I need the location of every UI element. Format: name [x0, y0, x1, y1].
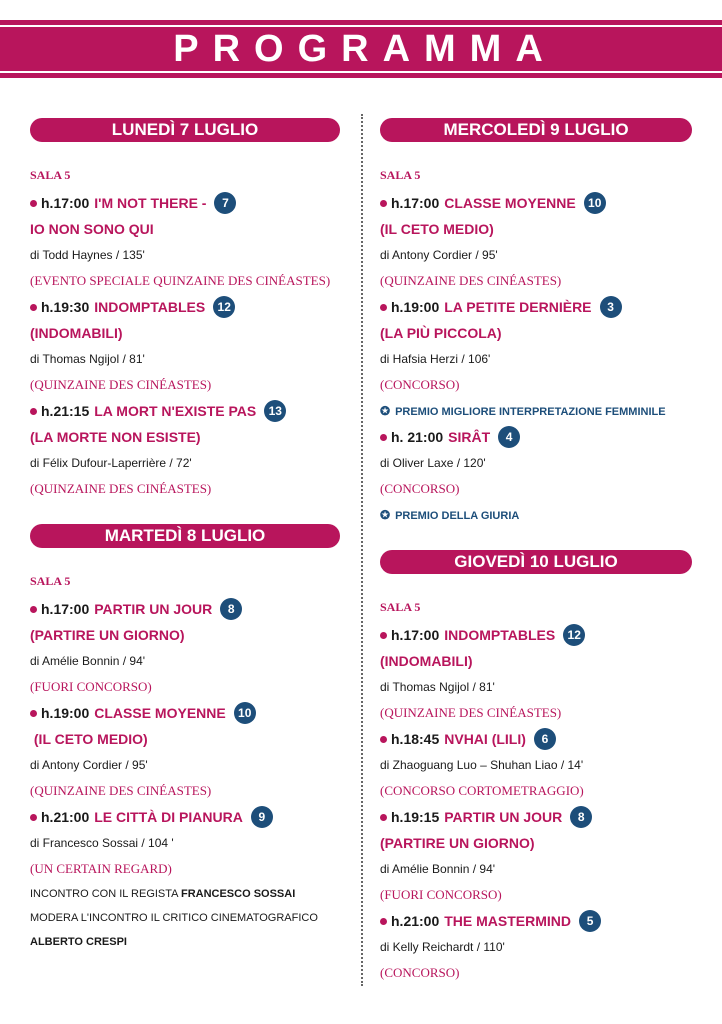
film-number-badge: 9	[251, 806, 273, 828]
bullet-dot-icon	[30, 606, 37, 613]
film-section: (CONCORSO CORTOMETRAGGIO)	[380, 783, 584, 798]
day-martedi	[30, 524, 350, 954]
film-number-badge: 8	[220, 598, 242, 620]
column-divider	[361, 114, 363, 986]
title-banner	[0, 20, 722, 78]
bullet-dot-icon	[30, 814, 37, 821]
film-director: di Amélie Bonnin / 94'	[380, 862, 496, 876]
film-section: (CONCORSO)	[380, 481, 460, 496]
film-number-badge: 3	[600, 296, 622, 318]
film-number-badge: 5	[579, 910, 601, 932]
film-section: (QUINZAINE DES CINÉASTES)	[380, 705, 562, 720]
film-time: h.19:15	[391, 809, 440, 825]
film-title: CLASSE MOYENNE	[444, 195, 576, 211]
award-line	[380, 398, 700, 424]
film-title: INDOMPTABLES	[444, 627, 556, 643]
film-row	[380, 294, 700, 320]
film-entry	[380, 294, 700, 424]
film-section: (QUINZAINE DES CINÉASTES)	[30, 481, 212, 496]
film-time: h.19:30	[41, 299, 90, 315]
film-title-translation: (PARTIRE UN GIORNO)	[30, 627, 185, 643]
star-award-icon: ✪	[380, 404, 391, 418]
note-line-3	[30, 930, 350, 954]
film-director: di Hafsia Herzi / 106'	[380, 352, 491, 366]
film-entry	[380, 804, 700, 908]
bullet-dot-icon	[380, 632, 387, 639]
bullet-dot-icon	[30, 408, 37, 415]
film-director: di Antony Cordier / 95'	[30, 758, 148, 772]
film-title-translation: (IL CETO MEDIO)	[30, 731, 148, 747]
film-number-badge: 4	[498, 426, 520, 448]
sala-label: SALA 5	[380, 168, 421, 182]
day-header: LUNEDÌ 7 LUGLIO	[30, 118, 340, 142]
event-note	[30, 882, 350, 954]
film-title: CLASSE MOYENNE	[94, 705, 226, 721]
film-title: LA PETITE DERNIÈRE	[444, 299, 592, 315]
film-title-translation: IO NON SONO QUI	[30, 221, 154, 237]
film-entry	[380, 622, 700, 726]
film-section: (CONCORSO)	[380, 965, 460, 980]
film-entry	[30, 804, 350, 882]
bullet-dot-icon	[380, 736, 387, 743]
film-row	[380, 622, 700, 648]
page-title: PROGRAMMA	[173, 28, 557, 70]
film-entry	[30, 190, 350, 294]
bullet-dot-icon	[30, 710, 37, 717]
film-director: di Francesco Sossai / 104 '	[30, 836, 174, 850]
film-row	[30, 190, 350, 216]
film-time: h.17:00	[41, 195, 90, 211]
sala-label: SALA 5	[30, 574, 71, 588]
film-number-badge: 13	[264, 400, 286, 422]
day-mercoledi	[380, 118, 700, 528]
film-number-badge: 12	[213, 296, 235, 318]
film-time: h. 21:00	[391, 429, 444, 445]
film-time: h.18:45	[391, 731, 440, 747]
film-section: (QUINZAINE DES CINÉASTES)	[380, 273, 562, 288]
film-section: (UN CERTAIN REGARD)	[30, 861, 172, 876]
film-time: h.19:00	[391, 299, 440, 315]
film-row	[30, 294, 350, 320]
film-time: h.17:00	[391, 627, 440, 643]
film-number-badge: 10	[584, 192, 606, 214]
film-title: NVHAI (LILI)	[444, 731, 526, 747]
bullet-dot-icon	[30, 200, 37, 207]
star-award-icon: ✪	[380, 508, 391, 522]
film-entry	[380, 424, 700, 528]
day-lunedi	[30, 118, 350, 502]
day-header: GIOVEDÌ 10 LUGLIO	[380, 550, 692, 574]
film-number-badge: 7	[214, 192, 236, 214]
film-row	[380, 190, 700, 216]
award-text: PREMIO DELLA GIURIA	[395, 510, 520, 522]
note-line-1	[30, 882, 350, 906]
award-line	[380, 502, 700, 528]
film-director: di Todd Haynes / 135'	[30, 248, 145, 262]
film-title: LA MORT N'EXISTE PAS	[94, 403, 257, 419]
film-entry	[380, 190, 700, 294]
bullet-dot-icon	[380, 434, 387, 441]
film-time: h.17:00	[391, 195, 440, 211]
film-number-badge: 10	[234, 702, 256, 724]
film-director: di Zhaoguang Luo – Shuhan Liao / 14'	[380, 758, 584, 772]
film-title: PARTIR UN JOUR	[94, 601, 213, 617]
award-text: PREMIO MIGLIORE INTERPRETAZIONE FEMMINILE	[395, 406, 666, 418]
bullet-dot-icon	[380, 304, 387, 311]
day-giovedi	[380, 550, 700, 986]
bullet-dot-icon	[380, 918, 387, 925]
film-section: (QUINZAINE DES CINÉASTES)	[30, 783, 212, 798]
film-title-translation: (PARTIRE UN GIORNO)	[380, 835, 535, 851]
sala-label: SALA 5	[380, 600, 421, 614]
film-section: (FUORI CONCORSO)	[380, 887, 502, 902]
film-row	[30, 398, 350, 424]
bullet-dot-icon	[380, 814, 387, 821]
film-row	[380, 804, 700, 830]
film-entry	[380, 908, 700, 986]
film-title: PARTIR UN JOUR	[444, 809, 563, 825]
film-entry	[30, 700, 350, 804]
film-row	[380, 424, 700, 450]
note-line-2: MODERA L'INCONTRO IL CRITICO CINEMATOGRAFICO	[30, 912, 318, 924]
film-section: (FUORI CONCORSO)	[30, 679, 152, 694]
film-time: h.21:00	[391, 913, 440, 929]
film-title-translation: (IL CETO MEDIO)	[380, 221, 494, 237]
film-number-badge: 12	[563, 624, 585, 646]
note-director-name: FRANCESCO SOSSAI	[180, 888, 296, 900]
film-section: (EVENTO SPECIALE QUINZAINE DES CINÉASTES)	[30, 273, 331, 288]
film-time: h.17:00	[41, 601, 90, 617]
film-director: di Antony Cordier / 95'	[380, 248, 498, 262]
film-title-translation: (INDOMABILI)	[30, 325, 123, 341]
right-column	[380, 118, 700, 1008]
film-section: (CONCORSO)	[380, 377, 460, 392]
film-entry	[30, 596, 350, 700]
film-title-translation: (LA PIÙ PICCOLA)	[380, 325, 502, 341]
film-director: di Amélie Bonnin / 94'	[30, 654, 146, 668]
bullet-dot-icon	[380, 200, 387, 207]
note-critic-name: ALBERTO CRESPI	[30, 936, 127, 948]
film-title: SIRÂT	[448, 429, 491, 445]
film-row	[380, 908, 700, 934]
left-column	[30, 118, 350, 976]
film-entry	[30, 398, 350, 502]
note-prefix: INCONTRO CON IL REGISTA	[30, 888, 181, 900]
film-director: di Thomas Ngijol / 81'	[30, 352, 145, 366]
film-title: I'M NOT THERE -	[94, 195, 207, 211]
film-director: di Thomas Ngijol / 81'	[380, 680, 495, 694]
film-director: di Kelly Reichardt / 110'	[380, 940, 505, 954]
film-time: h.21:15	[41, 403, 90, 419]
film-title: THE MASTERMIND	[444, 913, 572, 929]
film-row	[30, 596, 350, 622]
film-title: LE CITTÀ DI PIANURA	[94, 809, 243, 825]
bullet-dot-icon	[30, 304, 37, 311]
film-number-badge: 8	[570, 806, 592, 828]
film-row	[380, 726, 700, 752]
film-row	[30, 804, 350, 830]
film-director: di Félix Dufour-Laperrière / 72'	[30, 456, 192, 470]
film-section: (QUINZAINE DES CINÉASTES)	[30, 377, 212, 392]
day-header: MERCOLEDÌ 9 LUGLIO	[380, 118, 692, 142]
film-row	[30, 700, 350, 726]
sala-label: SALA 5	[30, 168, 71, 182]
film-title-translation: (INDOMABILI)	[380, 653, 473, 669]
film-number-badge: 6	[534, 728, 556, 750]
film-title: INDOMPTABLES	[94, 299, 206, 315]
film-entry	[380, 726, 700, 804]
film-time: h.19:00	[41, 705, 90, 721]
film-title-translation: (LA MORTE NON ESISTE)	[30, 429, 201, 445]
film-entry	[30, 294, 350, 398]
film-director: di Oliver Laxe / 120'	[380, 456, 486, 470]
day-header: MARTEDÌ 8 LUGLIO	[30, 524, 340, 548]
film-time: h.21:00	[41, 809, 90, 825]
